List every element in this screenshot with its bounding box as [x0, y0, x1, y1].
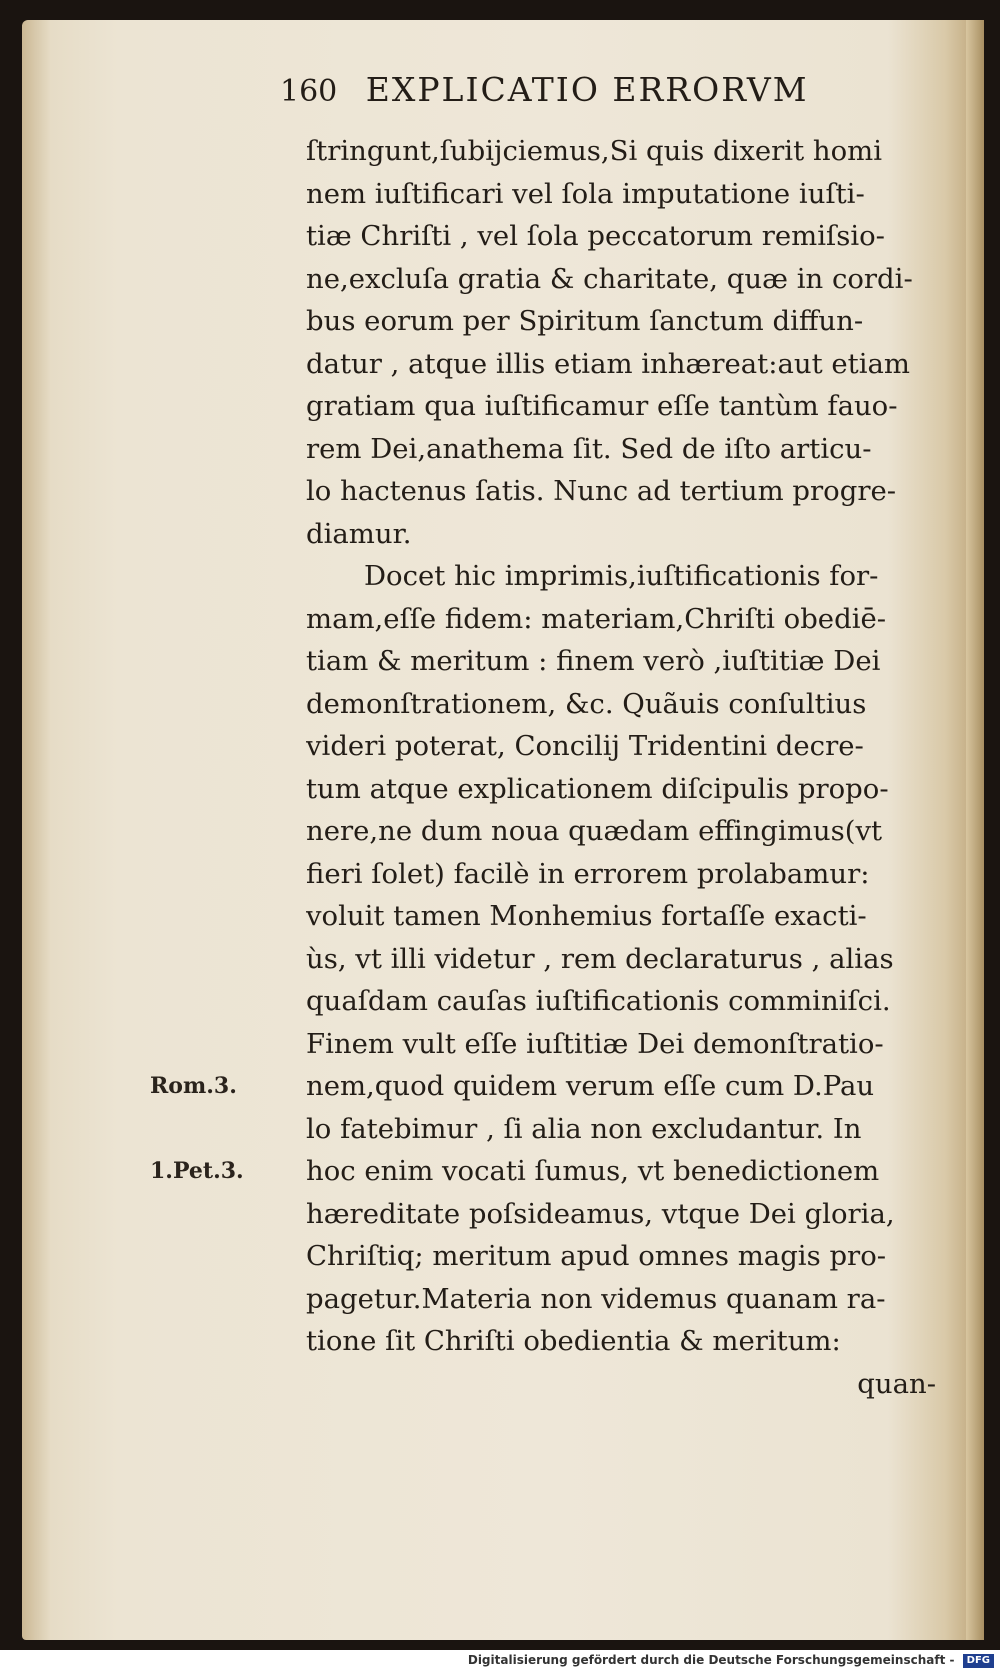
text-line: hoc enim vocati ſumus, vt benedictionem	[306, 1155, 880, 1187]
page-number: 160	[280, 74, 338, 109]
text-line: nem iuſtificari vel ſola imputatione iuſti-	[306, 177, 865, 210]
running-title: EXPLICATIO ERRORVM	[365, 70, 809, 109]
text-line: datur , atque illis etiam inhæreat:aut etiam	[306, 347, 910, 380]
catchword: quan-	[857, 1367, 936, 1400]
text-line: tione ſit Chriſti obedientia & meritum:	[306, 1325, 841, 1357]
running-header	[280, 70, 900, 109]
text-line: gratiam qua iuſtificamur eſſe tantùm fauo-	[306, 390, 898, 422]
text-line: fieri ſolet) facilè in errorem prolabamur:	[306, 857, 870, 890]
text-line: pagetur.Materia non videmus quanam ra-	[306, 1282, 886, 1315]
text-line: lo hactenus ſatis. Nunc ad tertium progre-	[306, 475, 897, 507]
text-line: bus eorum per Spiritum ſanctum diffun-	[306, 305, 864, 337]
page-edge	[966, 20, 984, 1640]
text-line: tiam & meritum : finem verò ,iuſtitiæ Dei	[306, 645, 881, 677]
dfg-logo: DFG	[963, 1654, 994, 1668]
text-line: ùs, vt illi videtur , rem declaraturus , alias	[306, 942, 894, 975]
text-line: nem,quod quidem verum eſſe cum D.Pau	[306, 1070, 875, 1102]
text-line: videri poterat, Concilij Tridentini decre-	[306, 730, 864, 762]
text-line: ne,excluſa gratia & charitate, quæ in cordi-	[306, 262, 913, 295]
text-line: Finem vult eſſe iuſtitiæ Dei demonſtratio-	[306, 1027, 884, 1060]
text-line: tum atque explicationem diſcipulis propo-	[306, 772, 889, 805]
margin-note: 1.Pet.3.	[150, 1158, 244, 1184]
text-line: demonſtrationem, &c. Quãuis conſultius	[306, 687, 867, 720]
footer-bar	[0, 1650, 1000, 1671]
footer-credit: Digitalisierung gefördert durch die Deutsche Forschungsgemeinschaft -	[467, 1653, 955, 1667]
text-line: hæreditate poſsideamus, vtque Dei gloria,	[306, 1197, 895, 1230]
body-text	[306, 130, 946, 1405]
text-line: lo fatebimur , ſi alia non excludantur. In	[306, 1112, 862, 1145]
text-line: tiæ Chriſti , vel ſola peccatorum remiſsio-	[306, 220, 885, 252]
text-line: Chriſtiq; meritum apud omnes magis pro-	[306, 1240, 887, 1272]
text-line: quaſdam cauſas iuſtificationis comminiſci.	[306, 985, 891, 1017]
text-line: Docet hic imprimis,iuſtificationis for-	[364, 560, 879, 592]
text-line: ſtringunt,ſubijciemus,Si quis dixerit homi	[306, 135, 883, 167]
text-line: rem Dei,anathema ſit. Sed de iſto articu-	[306, 432, 872, 465]
text-line: mam,eſſe fidem: materiam,Chriſti obediē-	[306, 602, 887, 635]
text-line: voluit tamen Monhemius fortaſſe exacti-	[306, 900, 867, 932]
margin-note: Rom.3.	[150, 1073, 237, 1099]
text-line: diamur.	[306, 517, 412, 550]
text-line: nere,ne dum noua quædam effingimus(vt	[306, 815, 883, 847]
